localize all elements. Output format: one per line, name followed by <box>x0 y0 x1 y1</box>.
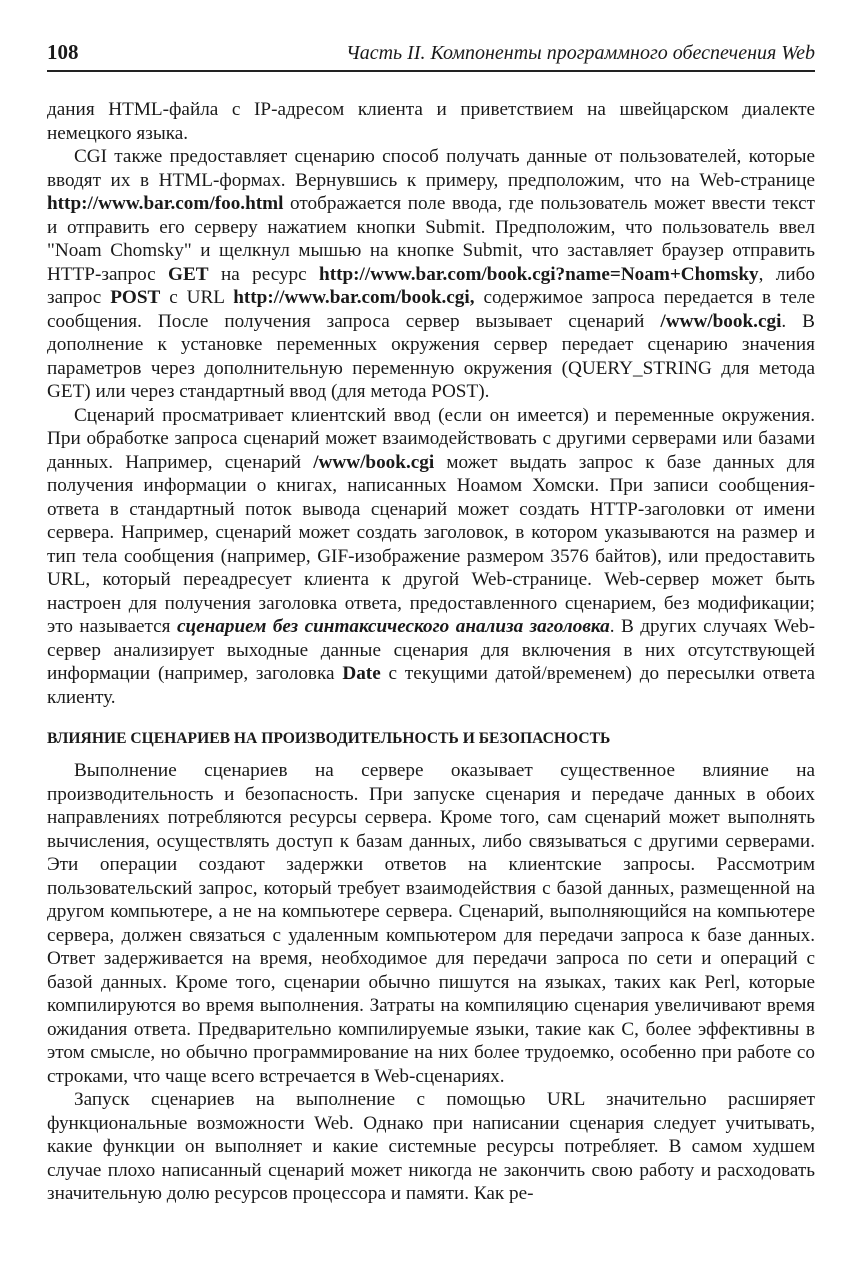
paragraph-functionality: Запуск сценариев на выполнение с помощью URL значительно расширяет функциональные возможности Web. Однако при написании сценария следует учитывать, какие функции он выполняет и какие системные ресурсы потребляет. В самом худшем случае плохо написанный сценарий может никогда не закончить свою работу и расходовать значительную долю ресурсов процессора и памяти. Как ре- <box>47 1089 815 1204</box>
text-run: . В дополнение к установке переменных окружения сервер передает сценарию значения параметров через дополнительную переменную окружения (QUERY_STRING для метода GET) или через стандартный ввод (для метода POST). <box>47 310 815 402</box>
url-book-query: http://www.bar.com/book.cgi?name=Noam+Chomsky <box>319 263 759 285</box>
text-run: Сценарий просматривает клиентский ввод (если он имеется) и переменные окружения. При обработке запроса сценарий может взаимодействовать с другими серверами или базами данных. Например, сценарий <box>47 404 815 473</box>
term-nph-script: сценарием без синтаксического анализа заголовка <box>176 616 610 637</box>
url-book-cgi: http://www.bar.com/book.cgi, <box>233 287 475 308</box>
text-run: содержимое запроса передается в теле сообщения. После получения запроса сервер вызывает сценарий <box>47 287 815 332</box>
text-run: с текущими датой/временем) до пересылки ответа клиенту. <box>47 663 815 708</box>
text-run: может выдать запрос к базе данных для получения информации о книгах, написанных Ноамом Хомски. При записи сообщения-ответа в стандартный поток вывода сценарий может создать HTTP-заголовки от имени сервера. Например, сценарий может создать заголовок, в котором указываются на размер и тип тела сообщения (например, GIF-изображение размером 3576 байтов), или предоставить URL, который переадресует клиента к другой Web-странице. Web-сервер может быть настроен для получения заголовка ответа, предоставленного сценарием, без модификации; это называется <box>47 451 815 637</box>
text-run: CGI также предоставляет сценарию способ получать данные от пользователей, которые вводят их в HTML-формах. Вернувшись к примеру, предположим, что на Web-странице <box>47 146 815 191</box>
running-header <box>47 34 815 72</box>
text-run: отображается поле ввода, где пользователь может ввести текст и отправить его серверу нажатием кнопки Submit. Предположим, что пользователь ввел "Noam Chomsky" и щелкнул мышью на кнопке Submit, что заставляет браузер отправить HTTP-запрос <box>47 193 815 285</box>
script-path: /www/book.cgi <box>660 310 782 332</box>
paragraph-continuation: дания HTML-файла с IP-адресом клиента и приветствием на швейцарском диалекте немецкого языка. <box>47 99 815 144</box>
text-run: . В других случаях Web-сервер анализирует выходные данные сценария для включения в них отсутствующей информации (например, заголовка <box>47 616 815 684</box>
paragraph-performance: Выполнение сценариев на сервере оказывает существенное влияние на производительность и безопасность. При запуске сценария и передаче данных в обоих направлениях потребляются ресурсы сервера. Кроме того, сам сценарий может выполнять вычисления, осуществлять доступ к базам данных, либо связываться с другими серверами. Эти операции создают задержки ответов на клиентские запросы. Рассмотрим пользовательский запрос, который требует взаимодействия с базой данных, размещенной на другом компьютере, а не на компьютере сервера. Сценарий, выполняющийся на компьютере сервера, должен связаться с удаленным компьютером для передачи запроса к базе данных. Ответ задерживается на время, необходимое для передачи запроса по сети и операций с базой данных. Кроме того, сценарии обычно пишутся на языках, таких как Perl, которые компилируются во время выполнения. Затраты на компиляцию сценария увеличивают время ожидания ответа. Предварительно компилируемые языки, такие как С, более эффективны в этом смысле, но обычно программирование на них более трудоемко, особенно при работе со строками, что чаще всего встречается в Web-сценариях. <box>47 760 815 1087</box>
method-post: POST <box>110 287 161 308</box>
paragraph-script-processing <box>47 404 815 710</box>
text-run: , либо запрос <box>47 263 815 308</box>
page-number: 108 <box>47 40 79 64</box>
method-get: GET <box>168 263 209 285</box>
section-heading: ВЛИЯНИЕ СЦЕНАРИЕВ НА ПРОИЗВОДИТЕЛЬНОСТЬ И БЕЗОПАСНОСТЬ <box>47 730 611 747</box>
body-text <box>47 98 815 1206</box>
running-title: Часть II. Компоненты программного обеспечения Web <box>345 42 815 64</box>
paragraph-cgi-forms <box>47 145 815 404</box>
url-foo-html: http://www.bar.com/foo.html <box>47 193 284 214</box>
text-run: на ресурс <box>208 263 320 285</box>
header-date: Date <box>342 663 381 684</box>
script-path: /www/book.cgi <box>313 451 435 473</box>
text-run: с URL <box>160 287 234 308</box>
